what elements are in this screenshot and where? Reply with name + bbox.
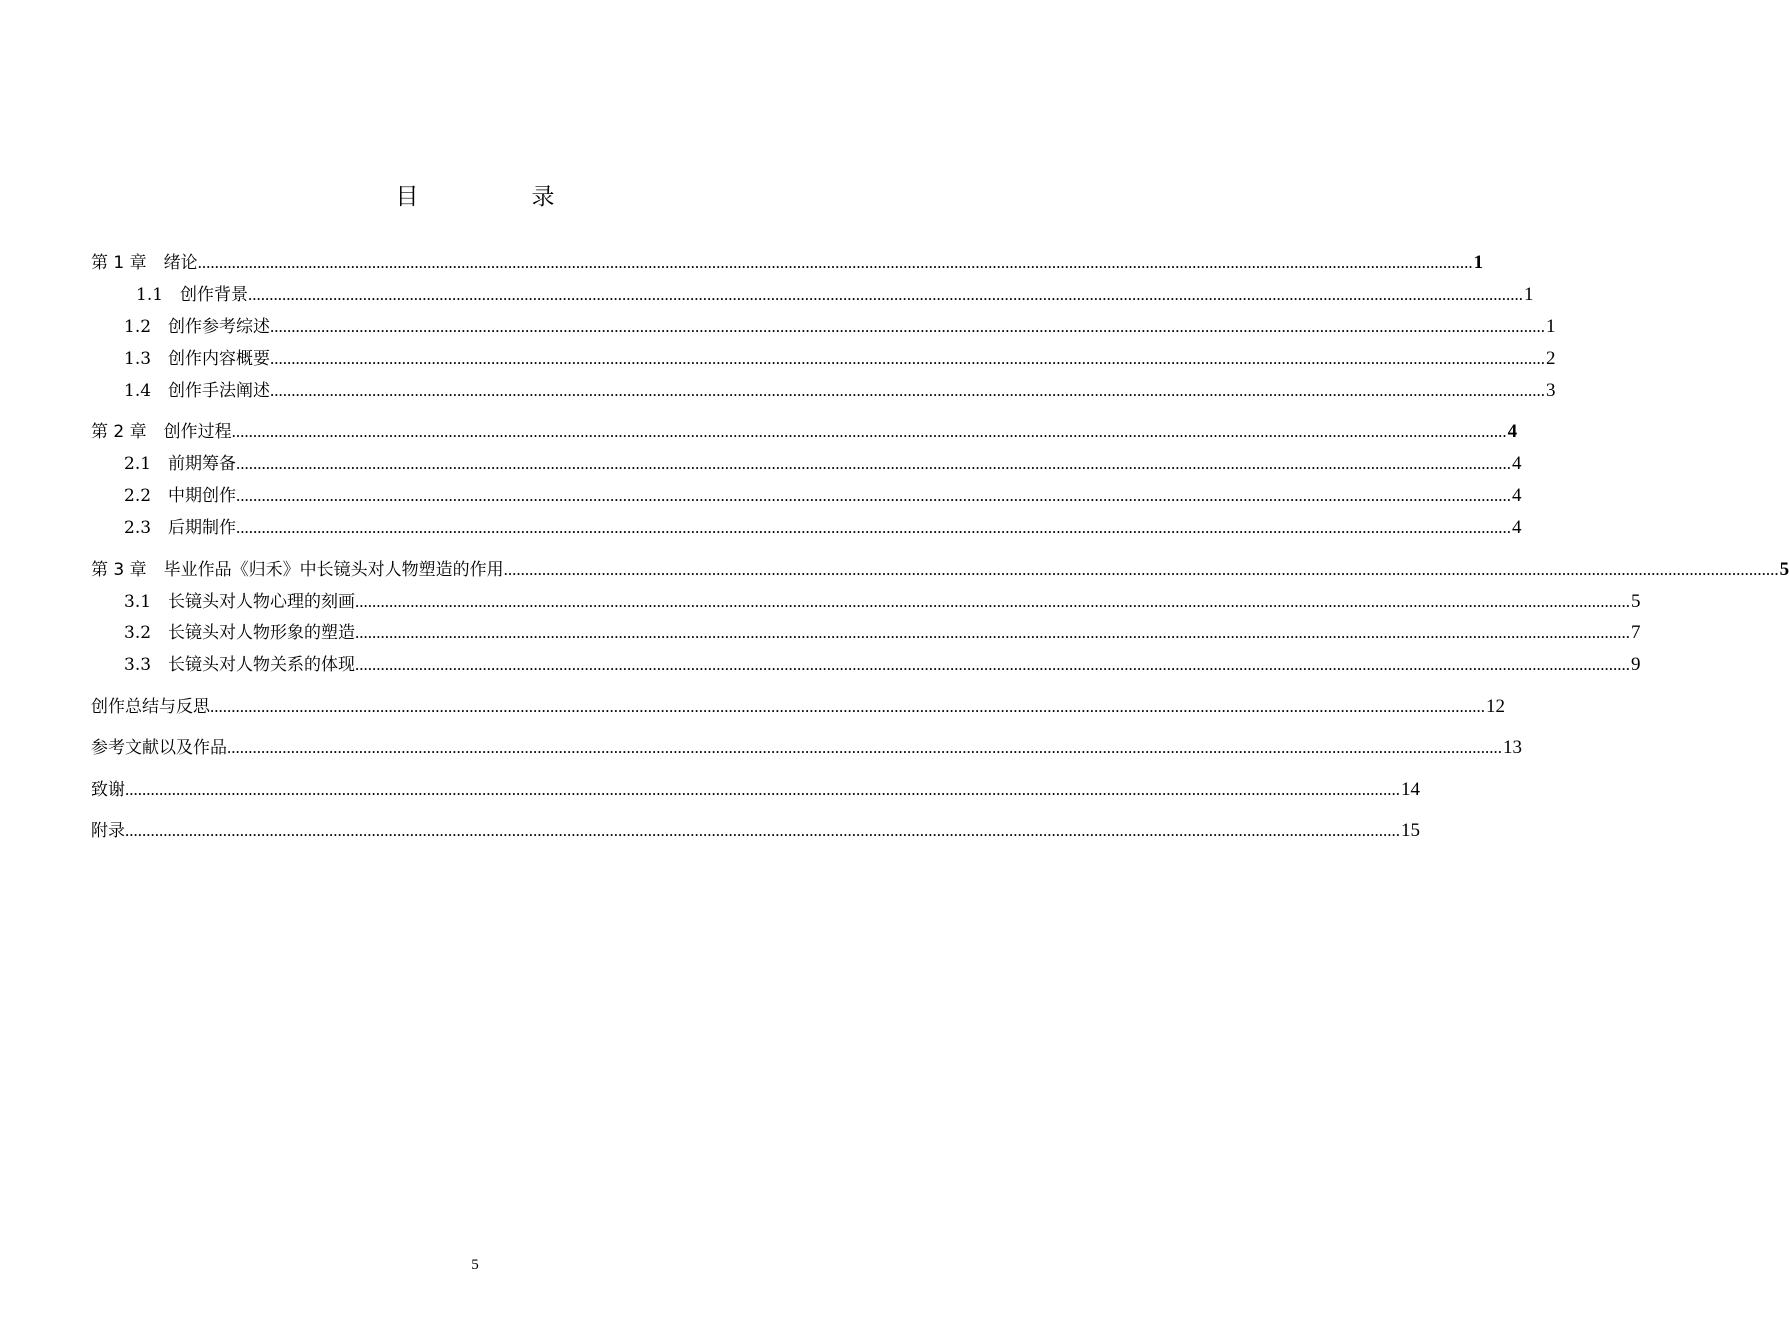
- toc-entry-label: 参考文献以及作品: [91, 738, 227, 758]
- toc-entry-section-1-2[interactable]: [91, 311, 1556, 337]
- dot-leader: ............................................................................................................................................................................................................................................................................................................: [355, 655, 1631, 674]
- toc-entry-label: 2.2 中期创作: [124, 486, 237, 506]
- dot-leader: ............................................................................................................................................................................................................................................................................................................: [355, 592, 1631, 611]
- dot-leader: ............................................................................................................................................................................................................................................................................................................: [210, 697, 1485, 716]
- toc-entry-acknowledgements[interactable]: [91, 774, 1420, 800]
- dot-leader: ............................................................................................................................................................................................................................................................................................................: [231, 422, 1507, 441]
- toc-entry-section-3-2[interactable]: [91, 617, 1641, 643]
- toc-entry-label: 致谢: [91, 780, 125, 800]
- toc-entry-label: 第 2 章 创作过程: [91, 422, 232, 442]
- toc-entry-section-1-3[interactable]: [91, 343, 1556, 369]
- dot-leader: ............................................................................................................................................................................................................................................................................................................: [236, 486, 1512, 505]
- dot-leader: ............................................................................................................................................................................................................................................................................................................: [270, 317, 1546, 336]
- toc-entry-page: 2: [1546, 348, 1556, 369]
- toc-entry-chapter-3[interactable]: [91, 554, 1789, 580]
- toc-entry-page: 4: [1512, 485, 1522, 506]
- toc-entry-page: 14: [1401, 779, 1420, 800]
- page-number: 5: [471, 1257, 479, 1273]
- dot-leader: ............................................................................................................................................................................................................................................................................................................: [248, 285, 1524, 304]
- toc-entry-label: 第 1 章 绪论: [91, 253, 198, 273]
- toc-entry-page: 15: [1401, 820, 1420, 841]
- dot-leader: ............................................................................................................................................................................................................................................................................................................: [355, 623, 1631, 642]
- toc-title: 目 录: [395, 184, 600, 210]
- toc-entry-label: 2.1 前期筹备: [124, 454, 237, 474]
- toc-entry-label: 1.1 创作背景: [136, 285, 249, 305]
- toc-entry-references[interactable]: [91, 732, 1522, 758]
- toc-entry-section-2-1[interactable]: [91, 448, 1522, 474]
- toc-entry-page: 7: [1631, 622, 1641, 643]
- toc-entry-label: 附录: [91, 821, 125, 841]
- toc-entry-label: 第 3 章 毕业作品《归禾》中长镜头对人物塑造的作用: [91, 560, 504, 580]
- toc-entry-label: 1.4 创作手法阐述: [124, 381, 271, 401]
- toc-entry-label: 2.3 后期制作: [124, 518, 237, 538]
- toc-entry-page: 12: [1486, 696, 1505, 717]
- toc-entry-page: 1: [1524, 284, 1534, 305]
- toc-entry-page: 4: [1507, 421, 1518, 442]
- toc-entry-page: 1: [1473, 252, 1484, 273]
- dot-leader: ............................................................................................................................................................................................................................................................................................................: [270, 349, 1546, 368]
- toc-entry-chapter-2[interactable]: [91, 416, 1518, 442]
- toc-entry-section-2-3[interactable]: [91, 512, 1522, 538]
- toc-entry-appendix[interactable]: [91, 815, 1420, 841]
- toc-entry-page: 5: [1779, 559, 1789, 580]
- toc-entry-page: 13: [1503, 737, 1522, 758]
- dot-leader: ............................................................................................................................................................................................................................................................................................................: [227, 738, 1502, 757]
- dot-leader: ............................................................................................................................................................................................................................................................................................................: [125, 780, 1400, 799]
- toc-entry-chapter-1[interactable]: [91, 247, 1484, 273]
- toc-entry-label: 3.2 长镜头对人物形象的塑造: [124, 623, 356, 643]
- toc-entry-section-1-1[interactable]: [91, 279, 1534, 305]
- toc-entry-label: 创作总结与反思: [91, 697, 210, 717]
- toc-entry-page: 1: [1546, 316, 1556, 337]
- dot-leader: ............................................................................................................................................................................................................................................................................................................: [503, 560, 1779, 579]
- toc-entry-page: 4: [1512, 453, 1522, 474]
- dot-leader: ............................................................................................................................................................................................................................................................................................................: [270, 381, 1546, 400]
- toc-entry-page: 4: [1512, 517, 1522, 538]
- dot-leader: ............................................................................................................................................................................................................................................................................................................: [236, 518, 1512, 537]
- toc-entry-page: 9: [1631, 654, 1641, 675]
- toc-entry-summary[interactable]: [91, 691, 1505, 717]
- toc-entry-label: 1.2 创作参考综述: [124, 317, 271, 337]
- toc-entry-page: 3: [1546, 380, 1556, 401]
- toc-entry-label: 3.3 长镜头对人物关系的体现: [124, 655, 356, 675]
- dot-leader: ............................................................................................................................................................................................................................................................................................................: [236, 454, 1512, 473]
- dot-leader: ............................................................................................................................................................................................................................................................................................................: [125, 821, 1400, 840]
- toc-entry-label: 1.3 创作内容概要: [124, 349, 271, 369]
- toc-entry-label: 3.1 长镜头对人物心理的刻画: [124, 592, 356, 612]
- dot-leader: ............................................................................................................................................................................................................................................................................................................: [197, 253, 1473, 272]
- toc-entry-page: 5: [1631, 591, 1641, 612]
- toc-entry-section-3-3[interactable]: [91, 649, 1641, 675]
- toc-entry-section-3-1[interactable]: [91, 586, 1641, 612]
- toc-entry-section-2-2[interactable]: [91, 480, 1522, 506]
- toc-entry-section-1-4[interactable]: [91, 375, 1556, 401]
